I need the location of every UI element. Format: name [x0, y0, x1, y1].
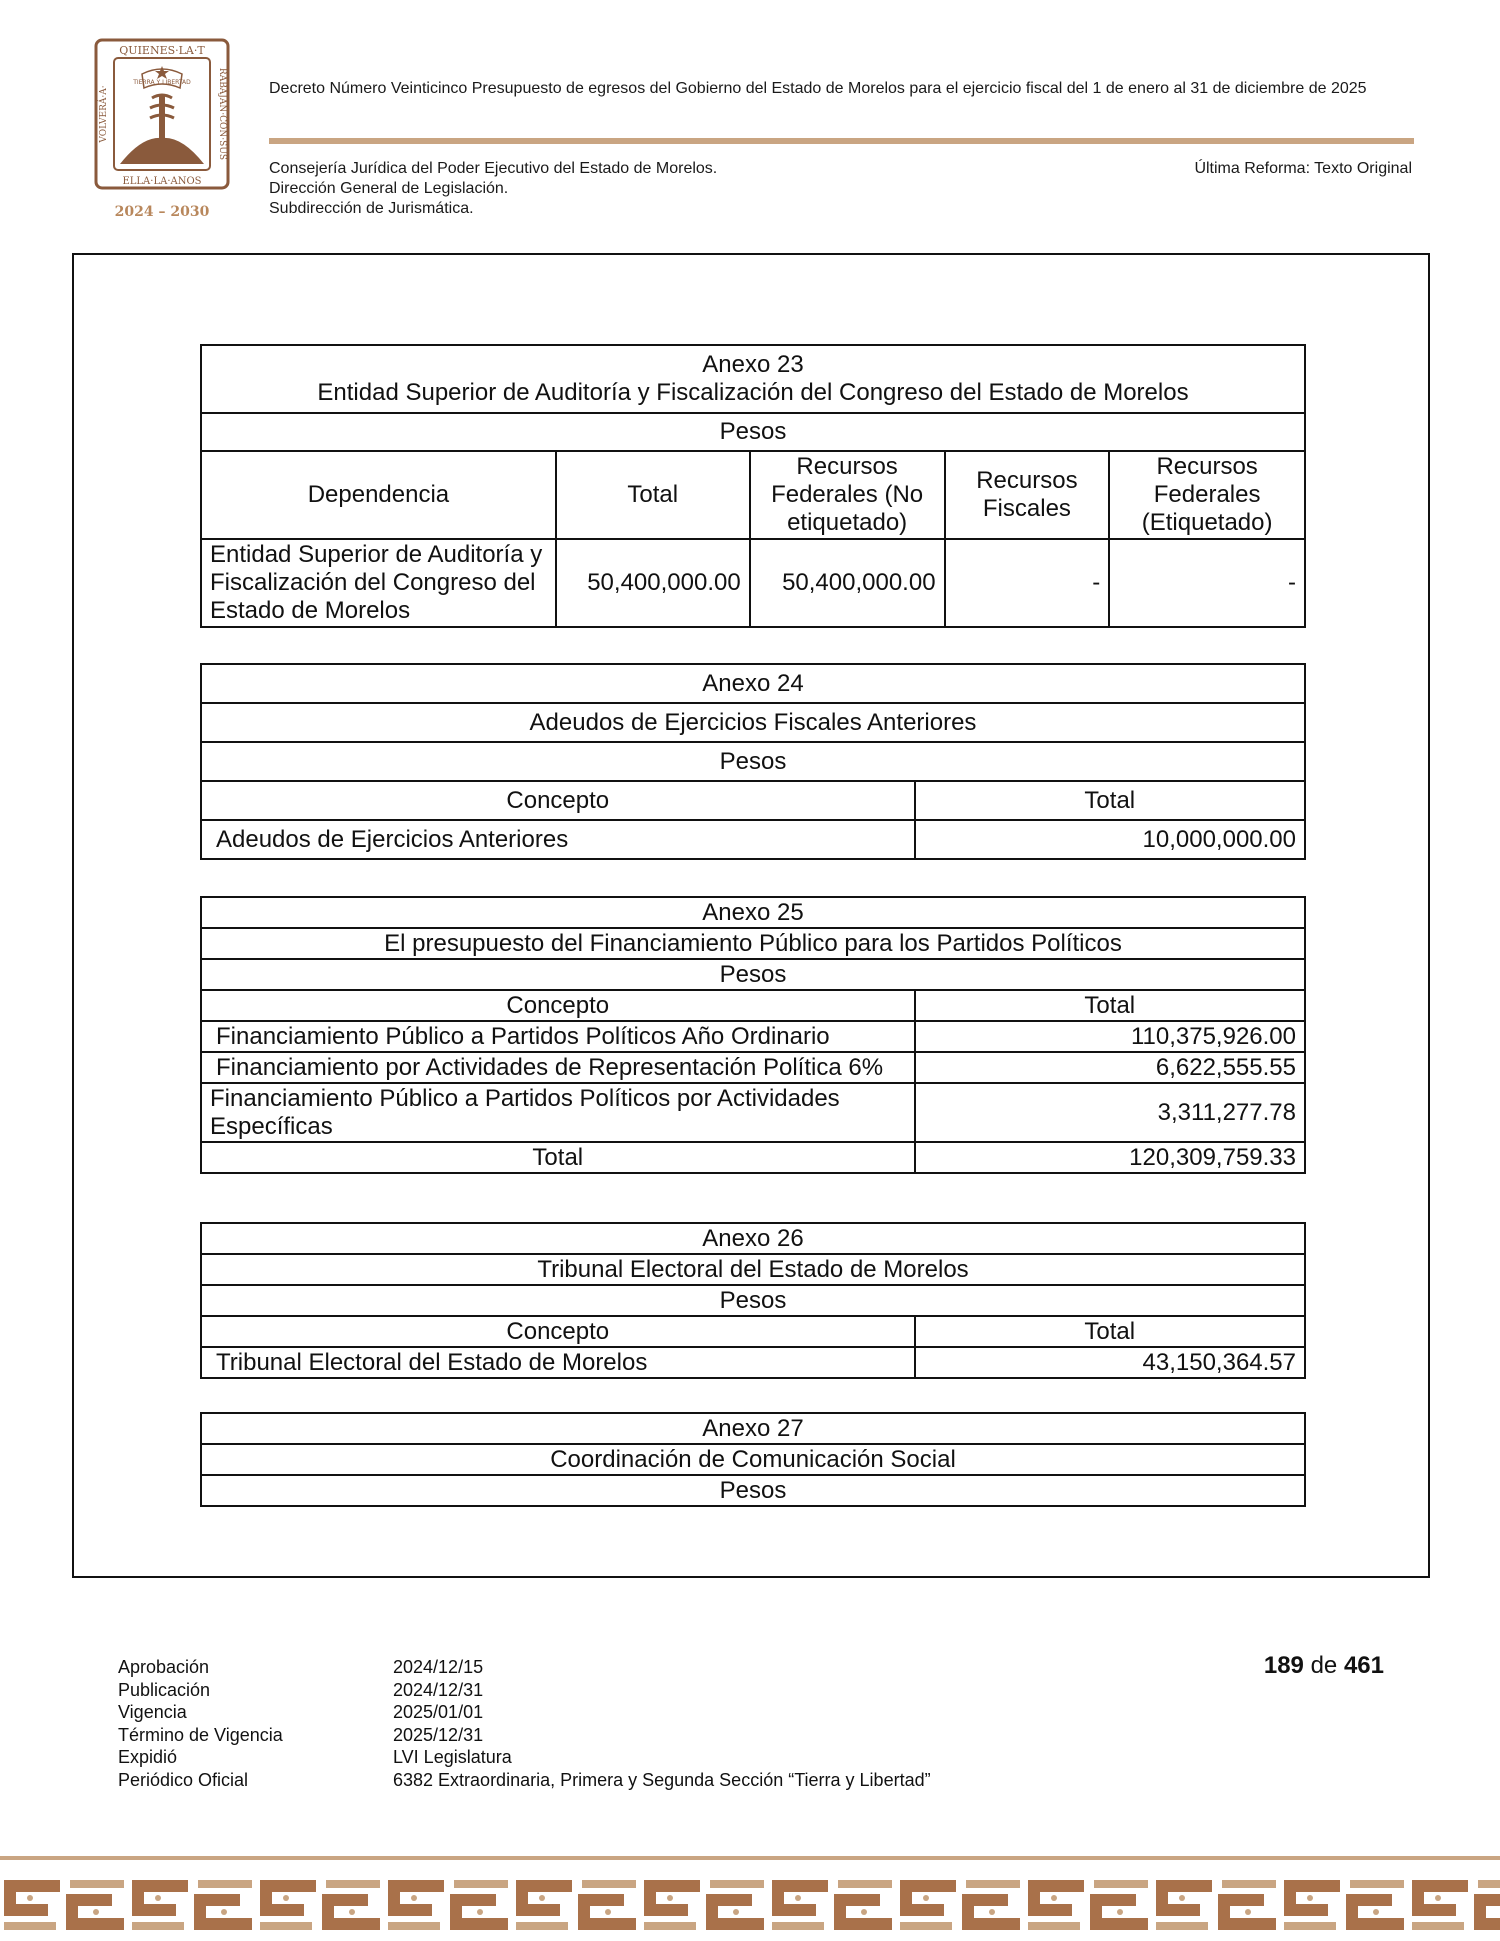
footer-value: 2025/01/01	[393, 1702, 484, 1722]
cell-total: 3,311,277.78	[915, 1083, 1305, 1142]
last-reform-note: Última Reforma: Texto Original	[1194, 160, 1412, 177]
page-total: 461	[1343, 1652, 1384, 1679]
org-line: Consejería Jurídica del Poder Ejecutivo del Estado de Morelos.	[269, 160, 718, 177]
table-row	[201, 539, 1305, 627]
table-row	[201, 1083, 1305, 1142]
table-row	[201, 1021, 1305, 1052]
table-row	[201, 1347, 1305, 1378]
column-header-concepto: Concepto	[201, 990, 915, 1021]
footer-value: LVI Legislatura	[393, 1747, 512, 1767]
anexo-27-table	[200, 1412, 1306, 1507]
footer-divider	[0, 1856, 1500, 1860]
svg-text:2024 – 2030: 2024 – 2030	[114, 204, 210, 220]
cell-total: 50,400,000.00	[556, 539, 750, 627]
column-header-fiscales: Recursos Fiscales	[945, 451, 1110, 539]
cell-total: 43,150,364.57	[915, 1347, 1305, 1378]
cell-total: 110,375,926.00	[915, 1021, 1305, 1052]
anexo-number: Anexo 25	[201, 897, 1305, 928]
anexo-25-table	[200, 896, 1306, 1174]
column-header-concepto: Concepto	[201, 1316, 915, 1347]
anexo-23-table	[200, 344, 1306, 628]
cell-concepto: Financiamiento Público a Partidos Políticos Año Ordinario	[201, 1021, 915, 1052]
unit-label: Pesos	[201, 1475, 1305, 1506]
cell-fiscales: -	[945, 539, 1110, 627]
decree-title: Decreto Número Veinticinco Presupuesto de egresos del Gobierno del Estado de Morelos para el ejercicio fiscal del 1 de enero al 31 de diciembre de 2025	[269, 80, 1367, 97]
footer-values	[393, 1656, 931, 1791]
column-header-total: Total	[556, 451, 750, 539]
column-header-total: Total	[915, 1316, 1305, 1347]
table-title	[201, 345, 1305, 413]
column-header-federales-etiquetado: Recursos Federales (Etiquetado)	[1109, 451, 1305, 539]
cell-federales-no-etiquetado: 50,400,000.00	[750, 539, 945, 627]
column-header-total: Total	[915, 990, 1305, 1021]
total-row	[201, 1142, 1305, 1173]
cell-dependencia: Entidad Superior de Auditoría y Fiscalización del Congreso del Estado de Morelos	[201, 539, 556, 627]
cell-concepto: Adeudos de Ejercicios Anteriores	[201, 820, 915, 859]
column-header-dependencia: Dependencia	[201, 451, 556, 539]
anexo-number: Anexo 26	[201, 1223, 1305, 1254]
svg-text:ELLA·LA·ANOS: ELLA·LA·ANOS	[122, 176, 202, 187]
decorative-fret-border-icon	[0, 1870, 1500, 1941]
footer-value: 2024/12/31	[393, 1679, 484, 1700]
unit-label: Pesos	[201, 959, 1305, 990]
org-line: Dirección General de Legislación.	[269, 180, 509, 197]
anexo-name: Coordinación de Comunicación Social	[201, 1444, 1305, 1475]
svg-text:RABAJAN·CON·SUS: RABAJAN·CON·SUS	[217, 67, 227, 161]
footer-label: Publicación	[118, 1679, 211, 1700]
footer-label: Término de Vigencia	[118, 1724, 283, 1745]
state-seal-logo	[92, 36, 232, 221]
header-divider	[269, 138, 1414, 144]
svg-text:QUIENES·LA·T: QUIENES·LA·T	[119, 44, 205, 57]
footer-label: Expidió	[118, 1747, 178, 1767]
page-separator: de	[1310, 1652, 1338, 1679]
unit-label: Pesos	[201, 742, 1305, 781]
cell-concepto: Tribunal Electoral del Estado de Morelos	[201, 1347, 915, 1378]
column-header-concepto: Concepto	[201, 781, 915, 820]
cell-concepto: Financiamiento Público a Partidos Políticos por Actividades Específicas	[201, 1083, 915, 1142]
issuing-organization	[269, 159, 717, 219]
total-label: Total	[201, 1142, 915, 1173]
table-row	[201, 820, 1305, 859]
total-value: 120,309,759.33	[915, 1142, 1305, 1173]
page-current: 189	[1263, 1652, 1304, 1679]
cell-total: 10,000,000.00	[915, 820, 1305, 859]
anexo-number: Anexo 23	[702, 351, 804, 378]
svg-text:TIERRA Y LIBERTAD: TIERRA Y LIBERTAD	[133, 79, 191, 86]
table-row	[201, 1052, 1305, 1083]
footer-value: 2025/12/31	[393, 1724, 484, 1745]
anexo-name: Tribunal Electoral del Estado de Morelos	[201, 1254, 1305, 1285]
footer-label: Vigencia	[118, 1702, 187, 1722]
svg-text:VOLVERÁ·A·: VOLVERÁ·A·	[99, 85, 109, 143]
anexo-26-table	[200, 1222, 1306, 1379]
anexo-name: Adeudos de Ejercicios Fiscales Anteriores	[201, 703, 1305, 742]
footer-label: Periódico Oficial	[118, 1769, 249, 1790]
footer-value: 2024/12/15	[393, 1657, 484, 1677]
anexo-number: Anexo 27	[201, 1413, 1305, 1444]
footer-value: 6382 Extraordinaria, Primera y Segunda Sección “Tierra y Libertad”	[393, 1769, 931, 1790]
column-header-total: Total	[915, 781, 1305, 820]
anexo-name: El presupuesto del Financiamiento Público para los Partidos Políticos	[201, 928, 1305, 959]
column-header-federales-no-etiquetado: Recursos Federales (No etiquetado)	[750, 451, 945, 539]
page-number	[1264, 1652, 1384, 1680]
anexo-name: Entidad Superior de Auditoría y Fiscalización del Congreso del Estado de Morelos	[317, 379, 1189, 406]
footer-label: Aprobación	[118, 1657, 210, 1677]
footer-labels	[118, 1656, 283, 1791]
anexo-24-table	[200, 663, 1306, 860]
anexo-number: Anexo 24	[201, 664, 1305, 703]
unit-label: Pesos	[201, 1285, 1305, 1316]
cell-federales-etiquetado: -	[1109, 539, 1305, 627]
cell-concepto: Financiamiento por Actividades de Representación Política 6%	[201, 1052, 915, 1083]
cell-total: 6,622,555.55	[915, 1052, 1305, 1083]
unit-label: Pesos	[201, 413, 1305, 451]
org-line: Subdirección de Jurismática.	[269, 200, 474, 217]
